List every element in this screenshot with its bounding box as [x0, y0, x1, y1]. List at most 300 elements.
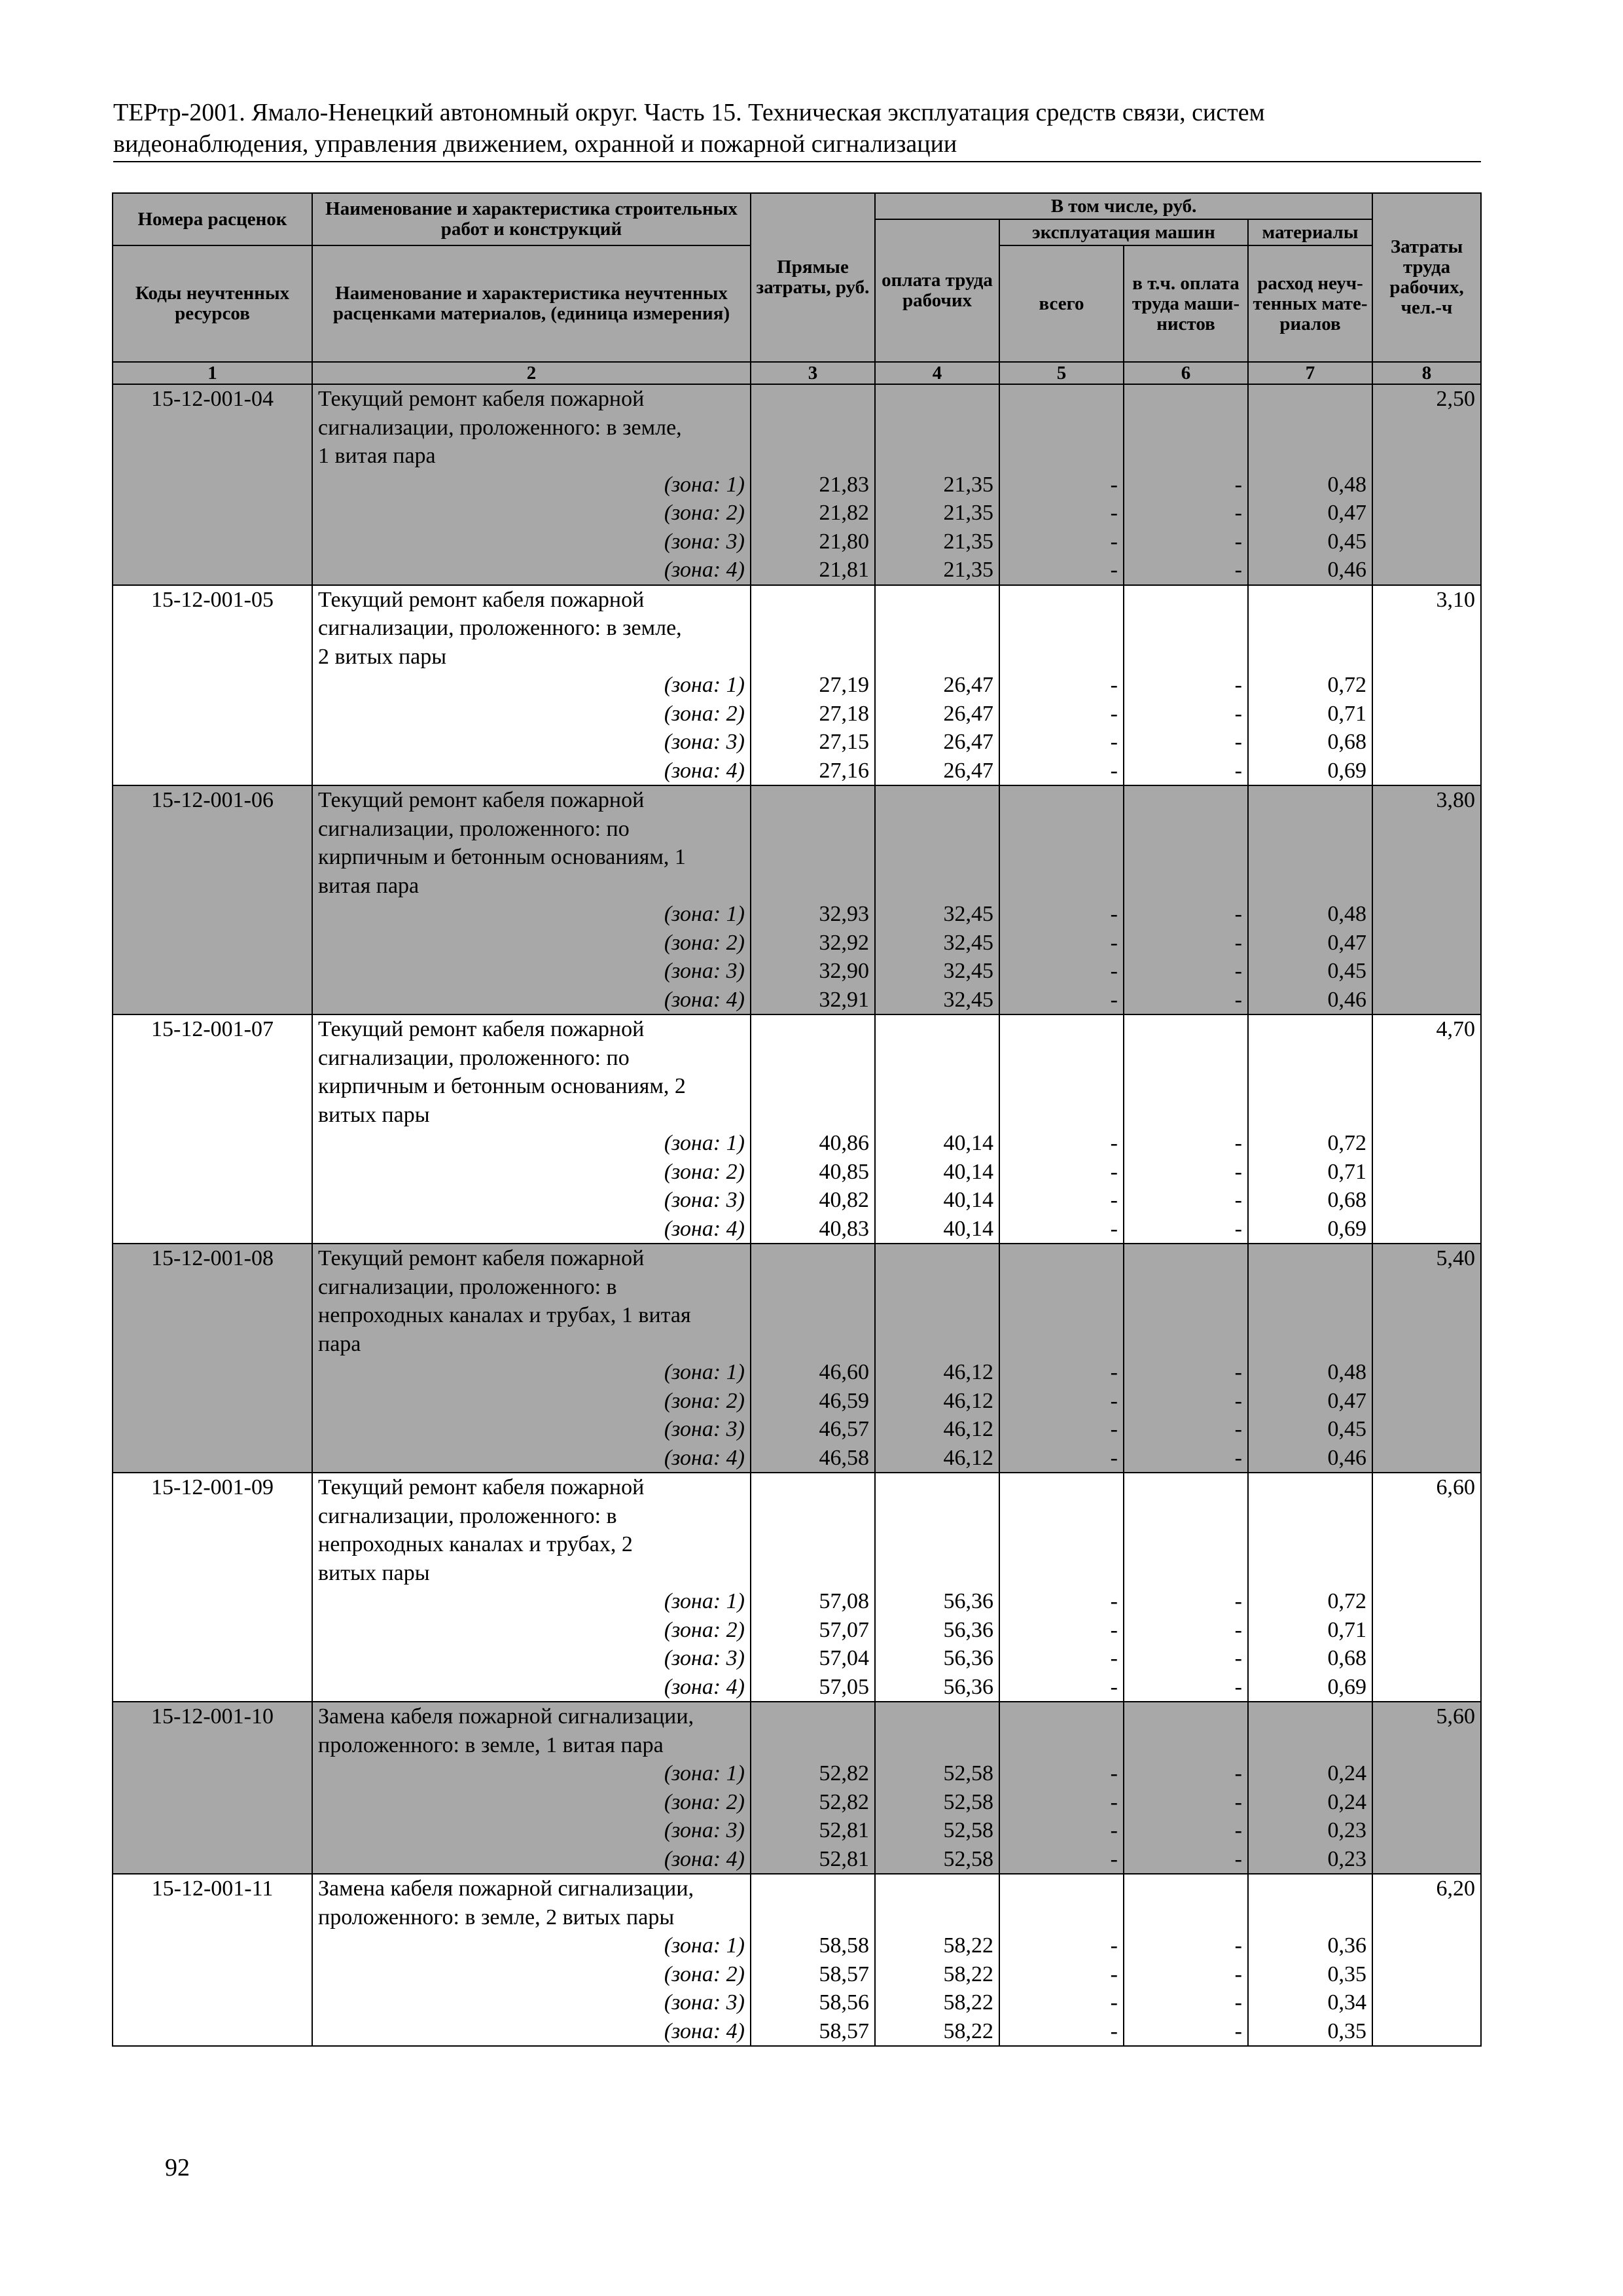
material-usage-value: 0,72: [1327, 1589, 1367, 1613]
machinist-wage-value: -: [1234, 1589, 1242, 1613]
rate-code: [113, 585, 312, 786]
direct-cost-value: 21,81: [819, 558, 869, 582]
machinist-wage-value: -: [1234, 2018, 1242, 2043]
machines-total-value: -: [1110, 558, 1118, 582]
rate-row: [113, 1014, 1481, 1244]
material-usage-value: 0,45: [1327, 1417, 1367, 1441]
direct-cost-cell: [751, 1702, 875, 1874]
direct-cost-value: 57,08: [819, 1589, 869, 1613]
rate-name: [312, 1702, 751, 1874]
machinist-wage-value: -: [1234, 1846, 1242, 1871]
zone-label: (зона: 1): [664, 1589, 745, 1613]
machines-total-value: -: [1110, 1589, 1118, 1613]
rate-name-line: Замена кабеля пожарной сигнализации,: [318, 1704, 694, 1729]
material-usage-value: 0,35: [1327, 1962, 1367, 1986]
material-usage-value: 0,72: [1327, 1131, 1367, 1155]
rate-code: [113, 1244, 312, 1473]
header-direct-costs: Прямые затраты, руб.: [751, 193, 875, 362]
material-usage-value: 0,48: [1327, 902, 1367, 926]
worker-wage-value: 46,12: [943, 1417, 993, 1441]
machinist-wage-value: -: [1234, 501, 1242, 525]
table-header: [113, 193, 1481, 384]
machines-total-value: -: [1110, 730, 1118, 754]
rate-row: [113, 1874, 1481, 2046]
machinist-wage-value: -: [1234, 701, 1242, 726]
machines-total-cell: [999, 1244, 1124, 1473]
labor-cost: [1372, 585, 1481, 786]
worker-wage-value: 32,45: [943, 930, 993, 955]
rate-code-text: 15-12-001-10: [151, 1704, 274, 1729]
rate-name-line: витая пара: [318, 873, 419, 898]
header-rate-numbers: Номера расценок: [113, 193, 312, 245]
rate-name-line: Текущий ремонт кабеля пожарной: [318, 387, 645, 411]
direct-cost-value: 27,15: [819, 730, 869, 754]
material-usage-value: 0,68: [1327, 1646, 1367, 1670]
header-resource-codes: Коды неучтенных ресурсов: [113, 245, 312, 362]
direct-cost-cell: [751, 785, 875, 1014]
worker-wage-value: 58,22: [943, 1933, 993, 1958]
zone-label: (зона: 3): [664, 1188, 745, 1212]
machines-total-value: -: [1110, 701, 1118, 726]
direct-cost-value: 27,19: [819, 673, 869, 697]
rate-name-line: Текущий ремонт кабеля пожарной: [318, 1246, 645, 1270]
worker-wage-value: 40,14: [943, 1159, 993, 1184]
direct-cost-value: 58,56: [819, 1990, 869, 2015]
machines-total-value: -: [1110, 902, 1118, 926]
direct-cost-value: 32,91: [819, 987, 869, 1012]
machinist-wage-value: -: [1234, 1216, 1242, 1241]
material-usage-value: 0,47: [1327, 930, 1367, 955]
machinist-wage-value: -: [1234, 930, 1242, 955]
machinist-wage-value: -: [1234, 673, 1242, 697]
labor-cost-value: 3,80: [1436, 788, 1476, 812]
zone-label: (зона: 3): [664, 1818, 745, 1842]
material-usage-value: 0,23: [1327, 1846, 1367, 1871]
material-usage-value: 0,24: [1327, 1789, 1367, 1814]
direct-cost-value: 27,16: [819, 758, 869, 783]
labor-cost-value: 5,60: [1436, 1704, 1476, 1729]
worker-wage-value: 56,36: [943, 1646, 993, 1670]
machinist-wage-value: -: [1234, 1674, 1242, 1699]
machines-total-value: -: [1110, 959, 1118, 983]
rates-table: [112, 192, 1482, 2047]
worker-wage-cell: [875, 1874, 999, 2046]
header-machines-total: всего: [999, 245, 1124, 362]
direct-cost-value: 52,81: [819, 1846, 869, 1871]
machines-total-value: -: [1110, 1761, 1118, 1785]
direct-cost-value: 46,60: [819, 1360, 869, 1384]
rate-name-line: кирпичным и бетонным основаниям, 1: [318, 845, 686, 869]
machines-total-value: -: [1110, 2018, 1118, 2043]
worker-wage-value: 56,36: [943, 1674, 993, 1699]
material-usage-value: 0,71: [1327, 1617, 1367, 1642]
rate-code: [113, 785, 312, 1014]
worker-wage-value: 58,22: [943, 1962, 993, 1986]
machinist-wage-cell: [1124, 1473, 1248, 1702]
direct-cost-value: 27,18: [819, 701, 869, 726]
direct-cost-cell: [751, 1014, 875, 1244]
worker-wage-value: 52,58: [943, 1818, 993, 1842]
machinist-wage-value: -: [1234, 472, 1242, 497]
zone-label: (зона: 2): [664, 1388, 745, 1413]
zone-label: (зона: 2): [664, 501, 745, 525]
zone-label: (зона: 1): [664, 472, 745, 497]
worker-wage-cell: [875, 1473, 999, 1702]
rate-name-line: проложенного: в земле, 1 витая пара: [318, 1732, 664, 1757]
machinist-wage-value: -: [1234, 1445, 1242, 1470]
zone-label: (зона: 2): [664, 701, 745, 726]
direct-cost-value: 46,59: [819, 1388, 869, 1413]
material-usage-cell: [1248, 1473, 1372, 1702]
material-usage-value: 0,68: [1327, 730, 1367, 754]
material-usage-value: 0,45: [1327, 959, 1367, 983]
rate-name-line: сигнализации, проложенного: в земле,: [318, 616, 682, 640]
labor-cost-value: 5,40: [1436, 1246, 1476, 1270]
machinist-wage-value: -: [1234, 1188, 1242, 1212]
rate-row: [113, 1702, 1481, 1874]
rate-row: [113, 1473, 1481, 1702]
zone-label: (зона: 4): [664, 758, 745, 783]
col-number: 8: [1372, 362, 1481, 384]
col-number: 1: [113, 362, 312, 384]
material-usage-value: 0,69: [1327, 758, 1367, 783]
direct-cost-value: 58,57: [819, 2018, 869, 2043]
labor-cost-value: 2,50: [1436, 387, 1476, 411]
labor-cost: [1372, 1014, 1481, 1244]
machinist-wage-value: -: [1234, 1360, 1242, 1384]
direct-cost-value: 40,86: [819, 1131, 869, 1155]
zone-label: (зона: 4): [664, 1674, 745, 1699]
material-usage-value: 0,68: [1327, 1188, 1367, 1212]
material-usage-value: 0,34: [1327, 1990, 1367, 2015]
machinist-wage-value: -: [1234, 1646, 1242, 1670]
rate-name-line: непроходных каналах и трубах, 2: [318, 1532, 633, 1556]
machinist-wage-cell: [1124, 1702, 1248, 1874]
zone-label: (зона: 2): [664, 1159, 745, 1184]
material-usage-cell: [1248, 384, 1372, 585]
worker-wage-value: 56,36: [943, 1589, 993, 1613]
machines-total-value: -: [1110, 1674, 1118, 1699]
rate-row: [113, 1244, 1481, 1473]
machines-total-value: -: [1110, 1933, 1118, 1958]
labor-cost: [1372, 1702, 1481, 1874]
rate-name: [312, 1014, 751, 1244]
rate-code-text: 15-12-001-11: [151, 1876, 274, 1901]
machines-total-cell: [999, 785, 1124, 1014]
machines-total-cell: [999, 1014, 1124, 1244]
header-including: В том числе, руб.: [875, 193, 1372, 219]
worker-wage-value: 32,45: [943, 959, 993, 983]
zone-label: (зона: 1): [664, 1131, 745, 1155]
rate-name: [312, 384, 751, 585]
labor-cost: [1372, 384, 1481, 585]
rate-row: [113, 585, 1481, 786]
rate-code-text: 15-12-001-05: [151, 587, 274, 612]
rate-name-line: витых пары: [318, 1560, 430, 1585]
rate-name-line: Текущий ремонт кабеля пожарной: [318, 1017, 645, 1041]
worker-wage-value: 58,22: [943, 2018, 993, 2043]
direct-cost-value: 32,93: [819, 902, 869, 926]
machinist-wage-value: -: [1234, 558, 1242, 582]
material-usage-value: 0,24: [1327, 1761, 1367, 1785]
material-usage-value: 0,47: [1327, 1388, 1367, 1413]
worker-wage-value: 32,45: [943, 902, 993, 926]
machines-total-value: -: [1110, 1646, 1118, 1670]
rate-name-line: Замена кабеля пожарной сигнализации,: [318, 1876, 694, 1901]
machines-total-value: -: [1110, 930, 1118, 955]
machinist-wage-cell: [1124, 384, 1248, 585]
zone-label: (зона: 2): [664, 930, 745, 955]
machinist-wage-cell: [1124, 1874, 1248, 2046]
zone-label: (зона: 2): [664, 1789, 745, 1814]
rate-name-line: Текущий ремонт кабеля пожарной: [318, 788, 645, 812]
direct-cost-value: 21,80: [819, 529, 869, 554]
worker-wage-value: 56,36: [943, 1617, 993, 1642]
page-header: [113, 97, 1481, 162]
zone-label: (зона: 2): [664, 1617, 745, 1642]
direct-cost-value: 52,82: [819, 1761, 869, 1785]
rate-code-text: 15-12-001-04: [151, 387, 274, 411]
rate-name-line: пара: [318, 1331, 361, 1356]
rate-name-line: сигнализации, проложенного: по: [318, 1045, 630, 1070]
rate-row: [113, 785, 1481, 1014]
material-usage-value: 0,72: [1327, 673, 1367, 697]
machinist-wage-cell: [1124, 585, 1248, 786]
col-number: 4: [875, 362, 999, 384]
rate-code-text: 15-12-001-06: [151, 788, 274, 812]
machines-total-value: -: [1110, 1617, 1118, 1642]
zone-label: (зона: 4): [664, 1216, 745, 1241]
machinist-wage-value: -: [1234, 1789, 1242, 1814]
direct-cost-cell: [751, 384, 875, 585]
worker-wage-cell: [875, 384, 999, 585]
worker-wage-cell: [875, 785, 999, 1014]
material-usage-value: 0,48: [1327, 472, 1367, 497]
zone-label: (зона: 3): [664, 1646, 745, 1670]
header-machines: эксплуатация машин: [999, 219, 1248, 245]
machines-total-value: -: [1110, 1360, 1118, 1384]
worker-wage-cell: [875, 1244, 999, 1473]
rate-row: [113, 384, 1481, 585]
rate-code-text: 15-12-001-09: [151, 1475, 274, 1499]
header-machinist-wage: в т.ч. оплата труда маши-нистов: [1124, 245, 1248, 362]
worker-wage-value: 21,35: [943, 501, 993, 525]
material-usage-cell: [1248, 1014, 1372, 1244]
worker-wage-value: 32,45: [943, 987, 993, 1012]
machinist-wage-value: -: [1234, 959, 1242, 983]
material-usage-cell: [1248, 1874, 1372, 2046]
machinist-wage-value: -: [1234, 1388, 1242, 1413]
material-usage-value: 0,23: [1327, 1818, 1367, 1842]
worker-wage-value: 21,35: [943, 558, 993, 582]
header-labor-costs: Затраты труда рабочих, чел.-ч: [1372, 193, 1481, 362]
machinist-wage-cell: [1124, 1244, 1248, 1473]
direct-cost-value: 40,82: [819, 1188, 869, 1212]
labor-cost-value: 6,20: [1436, 1876, 1476, 1901]
material-usage-cell: [1248, 1702, 1372, 1874]
material-usage-value: 0,36: [1327, 1933, 1367, 1958]
machinist-wage-value: -: [1234, 1617, 1242, 1642]
header-worker-wage: оплата труда рабочих: [875, 219, 999, 362]
worker-wage-value: 52,58: [943, 1846, 993, 1871]
header-line-2: видеонаблюдения, управления движением, охранной и пожарной сигнализации: [113, 130, 957, 158]
machines-total-cell: [999, 384, 1124, 585]
material-usage-value: 0,71: [1327, 701, 1367, 726]
material-usage-cell: [1248, 585, 1372, 786]
direct-cost-value: 32,90: [819, 959, 869, 983]
col-number: 5: [999, 362, 1124, 384]
labor-cost-value: 4,70: [1436, 1017, 1476, 1041]
machines-total-value: -: [1110, 501, 1118, 525]
rate-name-line: Текущий ремонт кабеля пожарной: [318, 1475, 645, 1499]
worker-wage-value: 46,12: [943, 1388, 993, 1413]
header-material-name: Наименование и характеристика неучтенных расценками материалов, (единица измерения): [312, 245, 751, 362]
worker-wage-value: 26,47: [943, 673, 993, 697]
material-usage-value: 0,48: [1327, 1360, 1367, 1384]
table-body: [113, 384, 1481, 2046]
direct-cost-cell: [751, 1473, 875, 1702]
direct-cost-value: 46,58: [819, 1445, 869, 1470]
worker-wage-value: 40,14: [943, 1188, 993, 1212]
rate-name-line: витых пары: [318, 1102, 430, 1127]
machines-total-value: -: [1110, 1445, 1118, 1470]
direct-cost-value: 21,82: [819, 501, 869, 525]
direct-cost-cell: [751, 585, 875, 786]
worker-wage-value: 21,35: [943, 529, 993, 554]
material-usage-value: 0,46: [1327, 558, 1367, 582]
direct-cost-value: 57,05: [819, 1674, 869, 1699]
rate-name: [312, 1244, 751, 1473]
rate-name-line: сигнализации, проложенного: в: [318, 1274, 617, 1299]
page-number: 92: [165, 2154, 190, 2181]
header-work-name: Наименование и характеристика строительных работ и конструкций: [312, 193, 751, 245]
worker-wage-value: 26,47: [943, 758, 993, 783]
worker-wage-cell: [875, 1014, 999, 1244]
direct-cost-cell: [751, 1244, 875, 1473]
machines-total-cell: [999, 1702, 1124, 1874]
worker-wage-value: 40,14: [943, 1216, 993, 1241]
rate-name-line: кирпичным и бетонным основаниям, 2: [318, 1074, 686, 1098]
material-usage-cell: [1248, 785, 1372, 1014]
machinist-wage-value: -: [1234, 1990, 1242, 2015]
rate-name-line: Текущий ремонт кабеля пожарной: [318, 587, 645, 612]
direct-cost-value: 46,57: [819, 1417, 869, 1441]
rate-name-line: сигнализации, проложенного: в земле,: [318, 415, 682, 440]
material-usage-value: 0,69: [1327, 1216, 1367, 1241]
machinist-wage-cell: [1124, 785, 1248, 1014]
zone-label: (зона: 1): [664, 1933, 745, 1958]
zone-label: (зона: 3): [664, 1417, 745, 1441]
labor-cost: [1372, 785, 1481, 1014]
machines-total-value: -: [1110, 1131, 1118, 1155]
worker-wage-value: 46,12: [943, 1360, 993, 1384]
direct-cost-cell: [751, 1874, 875, 2046]
col-number: 6: [1124, 362, 1248, 384]
machines-total-value: -: [1110, 673, 1118, 697]
machinist-wage-value: -: [1234, 529, 1242, 554]
machines-total-value: -: [1110, 472, 1118, 497]
material-usage-value: 0,47: [1327, 501, 1367, 525]
worker-wage-value: 58,22: [943, 1990, 993, 2015]
direct-cost-value: 40,83: [819, 1216, 869, 1241]
rate-code: [113, 1014, 312, 1244]
rate-name-line: сигнализации, проложенного: по: [318, 816, 630, 841]
labor-cost-value: 6,60: [1436, 1475, 1476, 1499]
machinist-wage-value: -: [1234, 1417, 1242, 1441]
machines-total-value: -: [1110, 987, 1118, 1012]
worker-wage-cell: [875, 1702, 999, 1874]
machines-total-value: -: [1110, 1188, 1118, 1212]
rate-name-line: непроходных каналах и трубах, 1 витая: [318, 1303, 691, 1327]
worker-wage-value: 26,47: [943, 701, 993, 726]
zone-label: (зона: 1): [664, 1360, 745, 1384]
machinist-wage-value: -: [1234, 1933, 1242, 1958]
worker-wage-cell: [875, 585, 999, 786]
zone-label: (зона: 2): [664, 1962, 745, 1986]
machines-total-value: -: [1110, 1846, 1118, 1871]
machinist-wage-value: -: [1234, 1131, 1242, 1155]
zone-label: (зона: 4): [664, 558, 745, 582]
direct-cost-value: 57,07: [819, 1617, 869, 1642]
worker-wage-value: 21,35: [943, 472, 993, 497]
machinist-wage-value: -: [1234, 1159, 1242, 1184]
direct-cost-value: 40,85: [819, 1159, 869, 1184]
header-line-1: ТЕРтр-2001. Ямало-Ненецкий автономный округ. Часть 15. Техническая эксплуатация средств связи, систем: [113, 99, 1265, 126]
direct-cost-value: 58,58: [819, 1933, 869, 1958]
machines-total-value: -: [1110, 758, 1118, 783]
col-number: 2: [312, 362, 751, 384]
direct-cost-value: 32,92: [819, 930, 869, 955]
worker-wage-value: 52,58: [943, 1789, 993, 1814]
machines-total-cell: [999, 1473, 1124, 1702]
machinist-wage-value: -: [1234, 1818, 1242, 1842]
machines-total-cell: [999, 1874, 1124, 2046]
zone-label: (зона: 1): [664, 902, 745, 926]
machinist-wage-value: -: [1234, 1761, 1242, 1785]
zone-label: (зона: 3): [664, 730, 745, 754]
labor-cost: [1372, 1874, 1481, 2046]
zone-label: (зона: 1): [664, 673, 745, 697]
header-materials: материалы: [1248, 219, 1372, 245]
rate-name-line: сигнализации, проложенного: в: [318, 1503, 617, 1528]
labor-cost: [1372, 1244, 1481, 1473]
machines-total-value: -: [1110, 1990, 1118, 2015]
material-usage-value: 0,46: [1327, 1445, 1367, 1470]
worker-wage-value: 26,47: [943, 730, 993, 754]
rate-code-text: 15-12-001-08: [151, 1246, 274, 1270]
machinist-wage-value: -: [1234, 987, 1242, 1012]
machinist-wage-cell: [1124, 1014, 1248, 1244]
material-usage-value: 0,69: [1327, 1674, 1367, 1699]
rate-code-text: 15-12-001-07: [151, 1017, 274, 1041]
machines-total-cell: [999, 585, 1124, 786]
machines-total-value: -: [1110, 1962, 1118, 1986]
machines-total-value: -: [1110, 529, 1118, 554]
direct-cost-value: 21,83: [819, 472, 869, 497]
direct-cost-value: 52,81: [819, 1818, 869, 1842]
machines-total-value: -: [1110, 1388, 1118, 1413]
col-number: 3: [751, 362, 875, 384]
material-usage-value: 0,35: [1327, 2018, 1367, 2043]
rate-name: [312, 585, 751, 786]
direct-cost-value: 58,57: [819, 1962, 869, 1986]
zone-label: (зона: 4): [664, 2018, 745, 2043]
zone-label: (зона: 4): [664, 1846, 745, 1871]
zone-label: (зона: 4): [664, 1445, 745, 1470]
worker-wage-value: 40,14: [943, 1131, 993, 1155]
machinist-wage-value: -: [1234, 902, 1242, 926]
rate-name: [312, 1874, 751, 2046]
